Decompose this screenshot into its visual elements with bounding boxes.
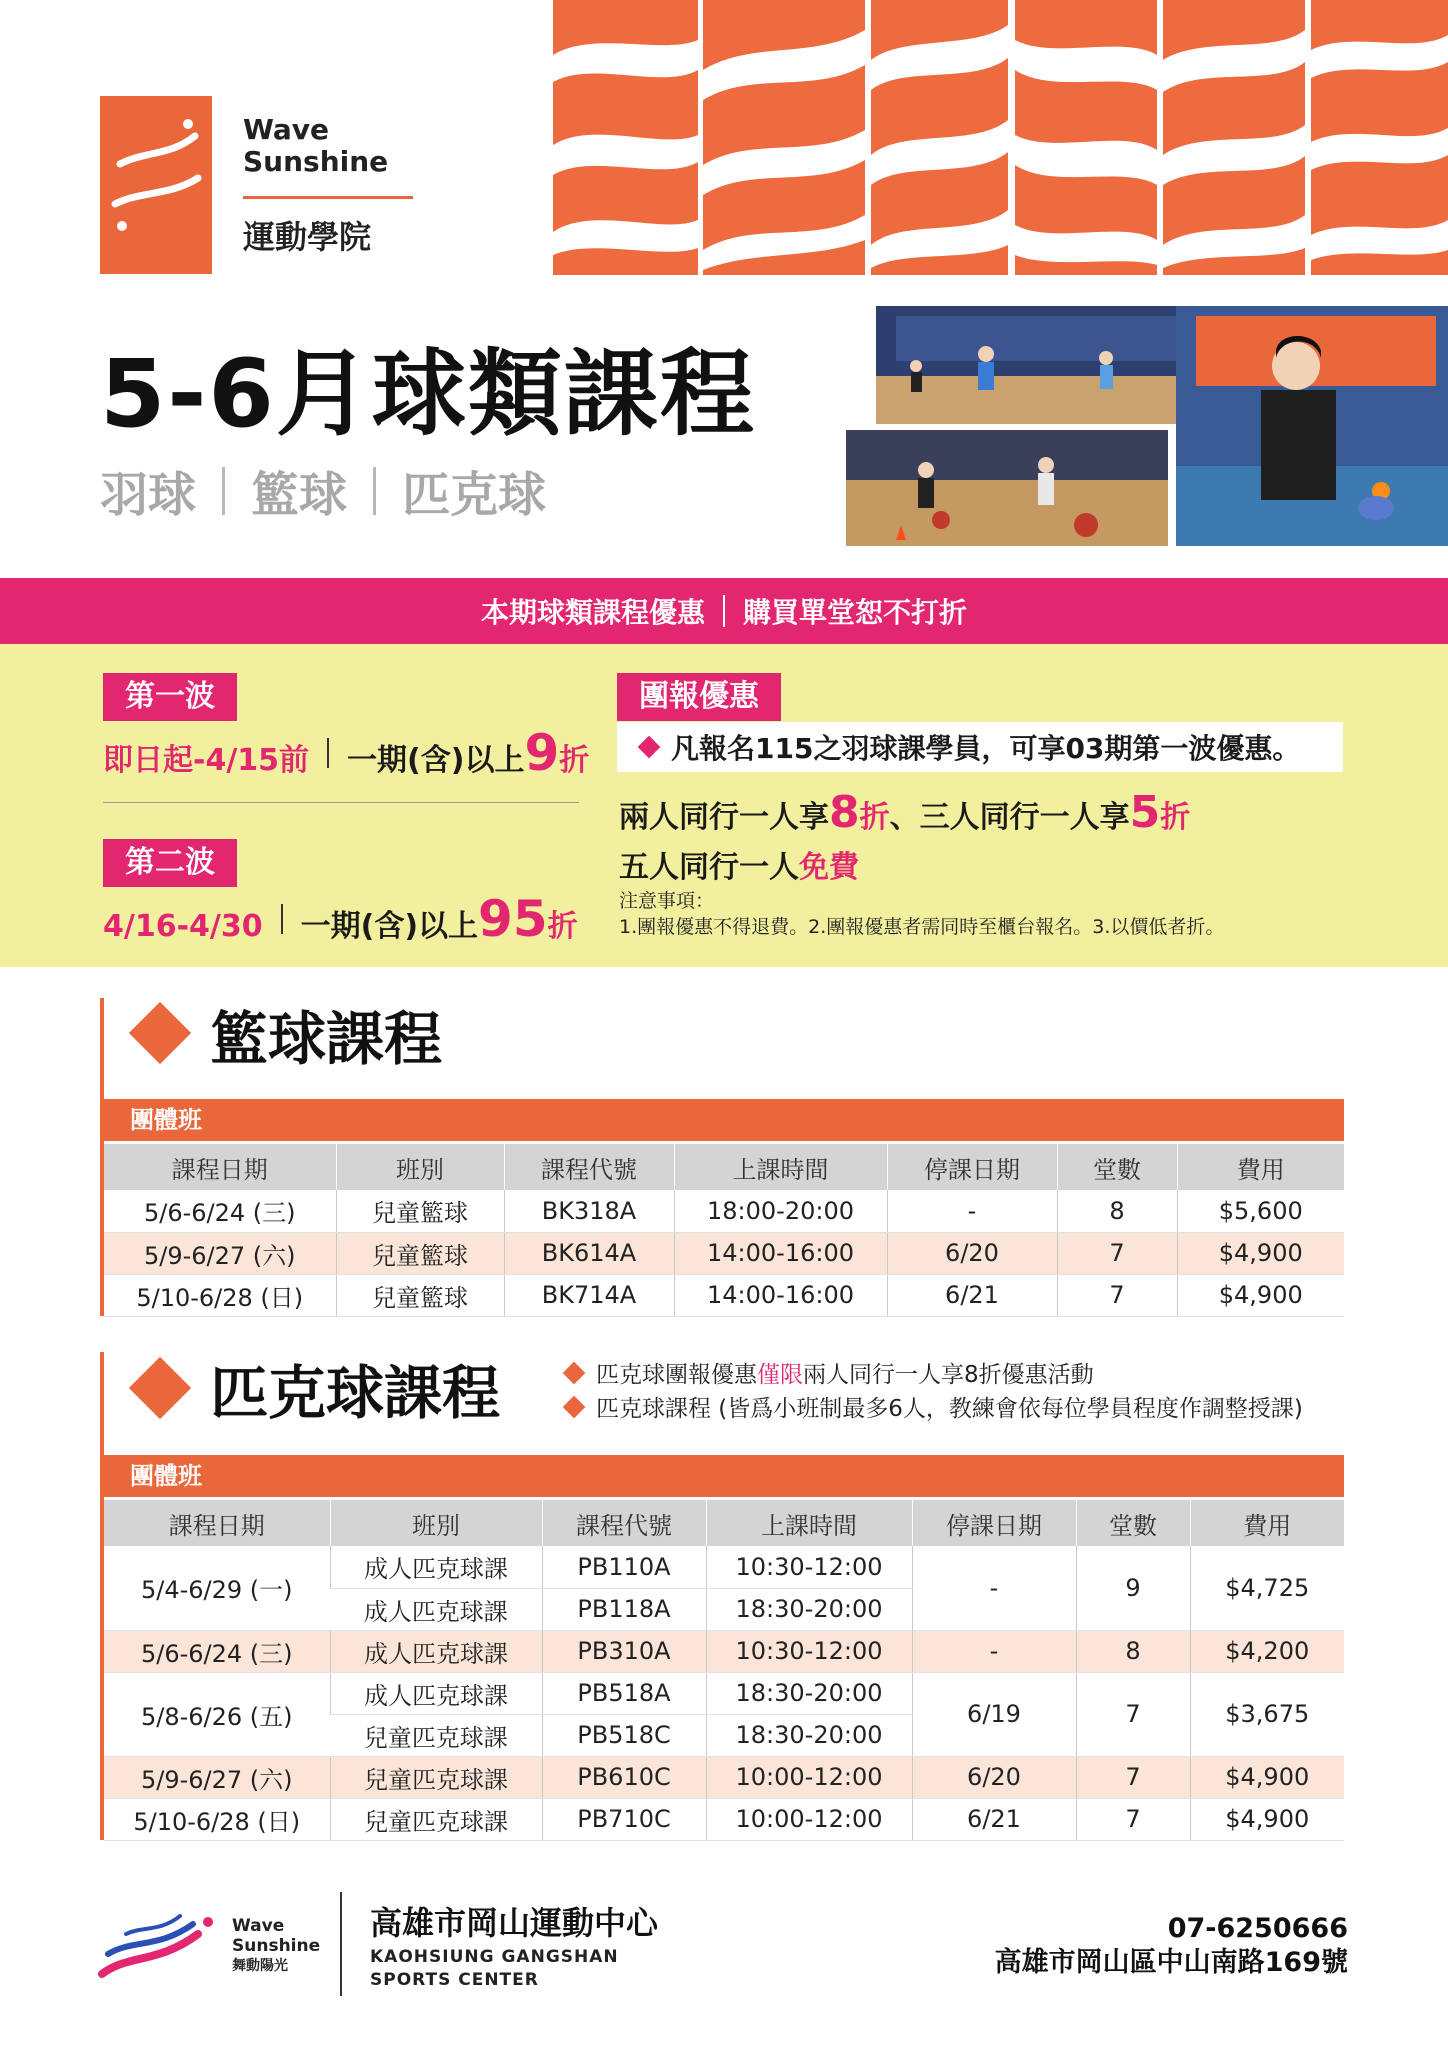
footer-logo-text: [232, 1916, 320, 1976]
cell-date: 5/6-6/24 (三): [104, 1630, 330, 1672]
photo-collage: [846, 306, 1448, 546]
header-date: 課程日期: [104, 1144, 336, 1190]
cell-count: 9: [1076, 1546, 1190, 1630]
wave-divider: [103, 802, 579, 803]
footer-logo-line1: Wave: [232, 1916, 285, 1936]
promo-banner-right: 購買單堂恕不打折: [743, 596, 968, 629]
wave2-text: 一期(含)以上: [300, 909, 479, 944]
footer-divider: [340, 1892, 342, 1996]
cell-code: PB710C: [542, 1798, 706, 1840]
cell-fee: $4,200: [1190, 1630, 1344, 1672]
wave2-unit: 折: [547, 909, 578, 944]
pickleball-note1-b: 僅限: [757, 1362, 803, 1388]
header-class: 班別: [336, 1144, 504, 1190]
brand-name-en: [243, 114, 388, 178]
group-line2-a: 五人同行一人: [619, 850, 799, 885]
footer-logo-line2: Sunshine: [232, 1936, 321, 1956]
wave1-tag: 第一波: [103, 673, 237, 721]
table-row: [104, 1630, 1344, 1672]
cell-count: 8: [1057, 1190, 1177, 1232]
wave1-line: [103, 724, 589, 782]
cell-code: PB110A: [542, 1546, 706, 1588]
cell-code: PB610C: [542, 1756, 706, 1798]
basketball-title: 籃球課程: [210, 1005, 443, 1073]
wave2-discount: 95: [478, 890, 548, 948]
cell-stop: -: [912, 1546, 1076, 1630]
cell-class: 兒童籃球: [336, 1274, 504, 1316]
pickleball-title: 匹克球課程: [210, 1359, 501, 1427]
cell-fee: $5,600: [1177, 1190, 1344, 1232]
cell-time: 10:30-12:00: [706, 1630, 912, 1672]
table-row: [104, 1756, 1344, 1798]
cell-date: 5/9-6/27 (六): [104, 1232, 336, 1274]
wave1-text: 一期(含)以上: [347, 743, 525, 778]
cell-count: 7: [1076, 1672, 1190, 1756]
brand-logo-mark: [100, 96, 212, 274]
cell-class: 成人匹克球課: [330, 1546, 542, 1588]
diamond-bullet-icon: [563, 1361, 586, 1384]
cell-fee: $4,725: [1190, 1546, 1344, 1630]
pickleball-note1-a: 匹克球團報優惠: [596, 1362, 757, 1388]
table-row: [104, 1672, 1344, 1714]
header-time: 上課時間: [706, 1500, 912, 1546]
header-class: 班別: [330, 1500, 542, 1546]
header-fee: 費用: [1177, 1144, 1344, 1190]
cell-count: 8: [1076, 1630, 1190, 1672]
cell-class: 成人匹克球課: [330, 1588, 542, 1630]
cell-class: 兒童籃球: [336, 1232, 504, 1274]
cell-fee: $4,900: [1177, 1274, 1344, 1316]
wave2-separator: [281, 904, 283, 934]
header-code: 課程代號: [504, 1144, 674, 1190]
promo-banner-left: 本期球類課程優惠: [480, 596, 705, 629]
cell-class: 兒童匹克球課: [330, 1714, 542, 1756]
cell-date: 5/8-6/26 (五): [104, 1672, 330, 1756]
header-stop: 停課日期: [912, 1500, 1076, 1546]
cell-code: BK714A: [504, 1274, 674, 1316]
wave2-period: 4/16-4/30: [103, 909, 263, 944]
table-row: [104, 1232, 1344, 1274]
header-fee: 費用: [1190, 1500, 1344, 1546]
cell-stop: 6/20: [887, 1232, 1057, 1274]
cell-fee: $3,675: [1190, 1672, 1344, 1756]
group-line2-b: 免費: [799, 850, 859, 885]
cell-code: PB518C: [542, 1714, 706, 1756]
pickleball-table: [104, 1500, 1344, 1841]
cell-time: 10:00-12:00: [706, 1756, 912, 1798]
promo-banner-separator: [723, 595, 725, 627]
cell-count: 7: [1076, 1798, 1190, 1840]
cell-code: BK614A: [504, 1232, 674, 1274]
cell-time: 18:30-20:00: [706, 1714, 912, 1756]
pickleball-note1: [566, 1356, 1094, 1389]
basketball-group-bar: 團體班: [104, 1099, 1344, 1141]
header-time: 上課時間: [674, 1144, 887, 1190]
group-line1-a: 兩人同行一人享: [619, 800, 829, 835]
cell-time: 14:00-16:00: [674, 1274, 887, 1316]
group-notice-title: 注意事項：: [619, 890, 715, 912]
cell-class: 兒童籃球: [336, 1190, 504, 1232]
footer-logo-mark: [98, 1904, 218, 1984]
cell-stop: -: [912, 1630, 1076, 1672]
table-row: [104, 1546, 1344, 1588]
cell-date: 5/10-6/28 (日): [104, 1274, 336, 1316]
header-stop: 停課日期: [887, 1144, 1057, 1190]
group-tag: 團報優惠: [617, 673, 781, 721]
cell-stop: 6/20: [912, 1756, 1076, 1798]
header-wave-pattern: [553, 0, 1448, 275]
wave1-discount: 9: [524, 724, 560, 782]
cell-count: 7: [1057, 1232, 1177, 1274]
header-count: 堂數: [1057, 1144, 1177, 1190]
cell-count: 7: [1057, 1274, 1177, 1316]
footer-center-en1: KAOHSIUNG GANGSHAN: [370, 1947, 619, 1967]
cell-stop: 6/21: [887, 1274, 1057, 1316]
header-count: 堂數: [1076, 1500, 1190, 1546]
cell-stop: 6/21: [912, 1798, 1076, 1840]
footer-center-en2: SPORTS CENTER: [370, 1970, 539, 1990]
sport-basketball: 籃球: [251, 467, 348, 523]
pickleball-diamond-icon: [129, 1357, 191, 1419]
group-line1-e: 5: [1129, 787, 1161, 838]
cell-time: 18:30-20:00: [706, 1672, 912, 1714]
brand-name-zh: 運動學院: [243, 218, 372, 256]
promo-banner: [0, 578, 1448, 644]
wave-pattern-graphic: [553, 0, 1448, 275]
cell-stop: -: [887, 1190, 1057, 1232]
cell-class: 兒童匹克球課: [330, 1798, 542, 1840]
pickleball-note1-c: 兩人同行一人享8折優惠活動: [803, 1362, 1094, 1388]
pickleball-group-bar: 團體班: [104, 1455, 1344, 1497]
table-row: [104, 1274, 1344, 1316]
cell-time: 14:00-16:00: [674, 1232, 887, 1274]
footer-contact: [995, 1912, 1348, 1980]
group-line1-b: 8: [829, 787, 860, 838]
cell-class: 成人匹克球課: [330, 1630, 542, 1672]
header-code: 課程代號: [542, 1500, 706, 1546]
cell-date: 5/4-6/29 (一): [104, 1546, 330, 1630]
cell-code: PB310A: [542, 1630, 706, 1672]
page-title: 5-6月球類課程: [100, 340, 756, 449]
table-row: [104, 1798, 1344, 1840]
sport-pickleball: 匹克球: [402, 467, 547, 523]
cell-code: PB118A: [542, 1588, 706, 1630]
footer-center-name: 高雄市岡山運動中心: [370, 1904, 659, 1942]
wave2-tag: 第二波: [103, 839, 237, 887]
basketball-table: [104, 1144, 1344, 1317]
wave1-separator: [327, 738, 329, 768]
basketball-diamond-icon: [129, 1002, 191, 1064]
brand-divider: [243, 196, 413, 199]
sport-separator: [222, 467, 225, 515]
cell-date: 5/10-6/28 (日): [104, 1798, 330, 1840]
pickleball-note2: [566, 1390, 1303, 1423]
header-date: 課程日期: [104, 1500, 330, 1546]
cell-class: 成人匹克球課: [330, 1672, 542, 1714]
cell-time: 10:00-12:00: [706, 1798, 912, 1840]
wave2-line: [103, 890, 578, 948]
wave1-period: 即日起-4/15前: [103, 743, 310, 778]
cell-code: PB518A: [542, 1672, 706, 1714]
photo-basketball-gym: [876, 306, 1206, 424]
cell-time: 18:30-20:00: [706, 1588, 912, 1630]
group-line2: [619, 842, 859, 886]
cell-time: 10:30-12:00: [706, 1546, 912, 1588]
group-notice-text: 1.團報優惠不得退費。2.團報優惠者需同時至櫃台報名。3.以價低者折。: [619, 916, 1225, 938]
wave1-unit: 折: [559, 743, 590, 778]
cell-date: 5/6-6/24 (三): [104, 1190, 336, 1232]
group-line1-d: 、三人同行一人享: [889, 800, 1130, 835]
cell-code: BK318A: [504, 1190, 674, 1232]
diamond-bullet-icon: [563, 1395, 586, 1418]
brand-name-line2: Sunshine: [243, 145, 389, 178]
cell-fee: $4,900: [1190, 1798, 1344, 1840]
cell-class: 兒童匹克球課: [330, 1756, 542, 1798]
footer-center-name-en: [370, 1946, 619, 1992]
sport-list: [100, 456, 546, 525]
cell-date: 5/9-6/27 (六): [104, 1756, 330, 1798]
group-note-box: [617, 722, 1343, 772]
cell-stop: 6/19: [912, 1672, 1076, 1756]
table-header-row: [104, 1144, 1344, 1190]
cell-fee: $4,900: [1190, 1756, 1344, 1798]
sport-badminton: 羽球: [100, 467, 197, 523]
group-line1-c: 折: [859, 800, 890, 835]
cell-time: 18:00-20:00: [674, 1190, 887, 1232]
footer-phone: 07-6250666: [1167, 1913, 1348, 1944]
cell-fee: $4,900: [1177, 1232, 1344, 1274]
diamond-bullet-icon: [638, 736, 661, 759]
group-note-text: 凡報名115之羽球課學員，可享03期第一波優惠。: [671, 732, 1301, 765]
group-line1-f: 折: [1160, 800, 1191, 835]
table-row: [104, 1190, 1344, 1232]
table-header-row: [104, 1500, 1344, 1546]
cell-count: 7: [1076, 1756, 1190, 1798]
brand-name-line1: Wave: [243, 113, 330, 146]
group-line1: [619, 787, 1190, 838]
sport-separator: [373, 467, 376, 515]
photo-pickleball-coach: [1176, 306, 1448, 546]
footer-logo-zh: 舞動陽光: [232, 1958, 288, 1974]
group-notice: [619, 888, 1224, 940]
photo-kids-dribbling: [846, 430, 1168, 546]
pickleball-note2-text: 匹克球課程 (皆爲小班制最多6人，教練會依每位學員程度作調整授課): [596, 1396, 1303, 1422]
footer-address: 高雄市岡山區中山南路169號: [994, 1947, 1348, 1978]
